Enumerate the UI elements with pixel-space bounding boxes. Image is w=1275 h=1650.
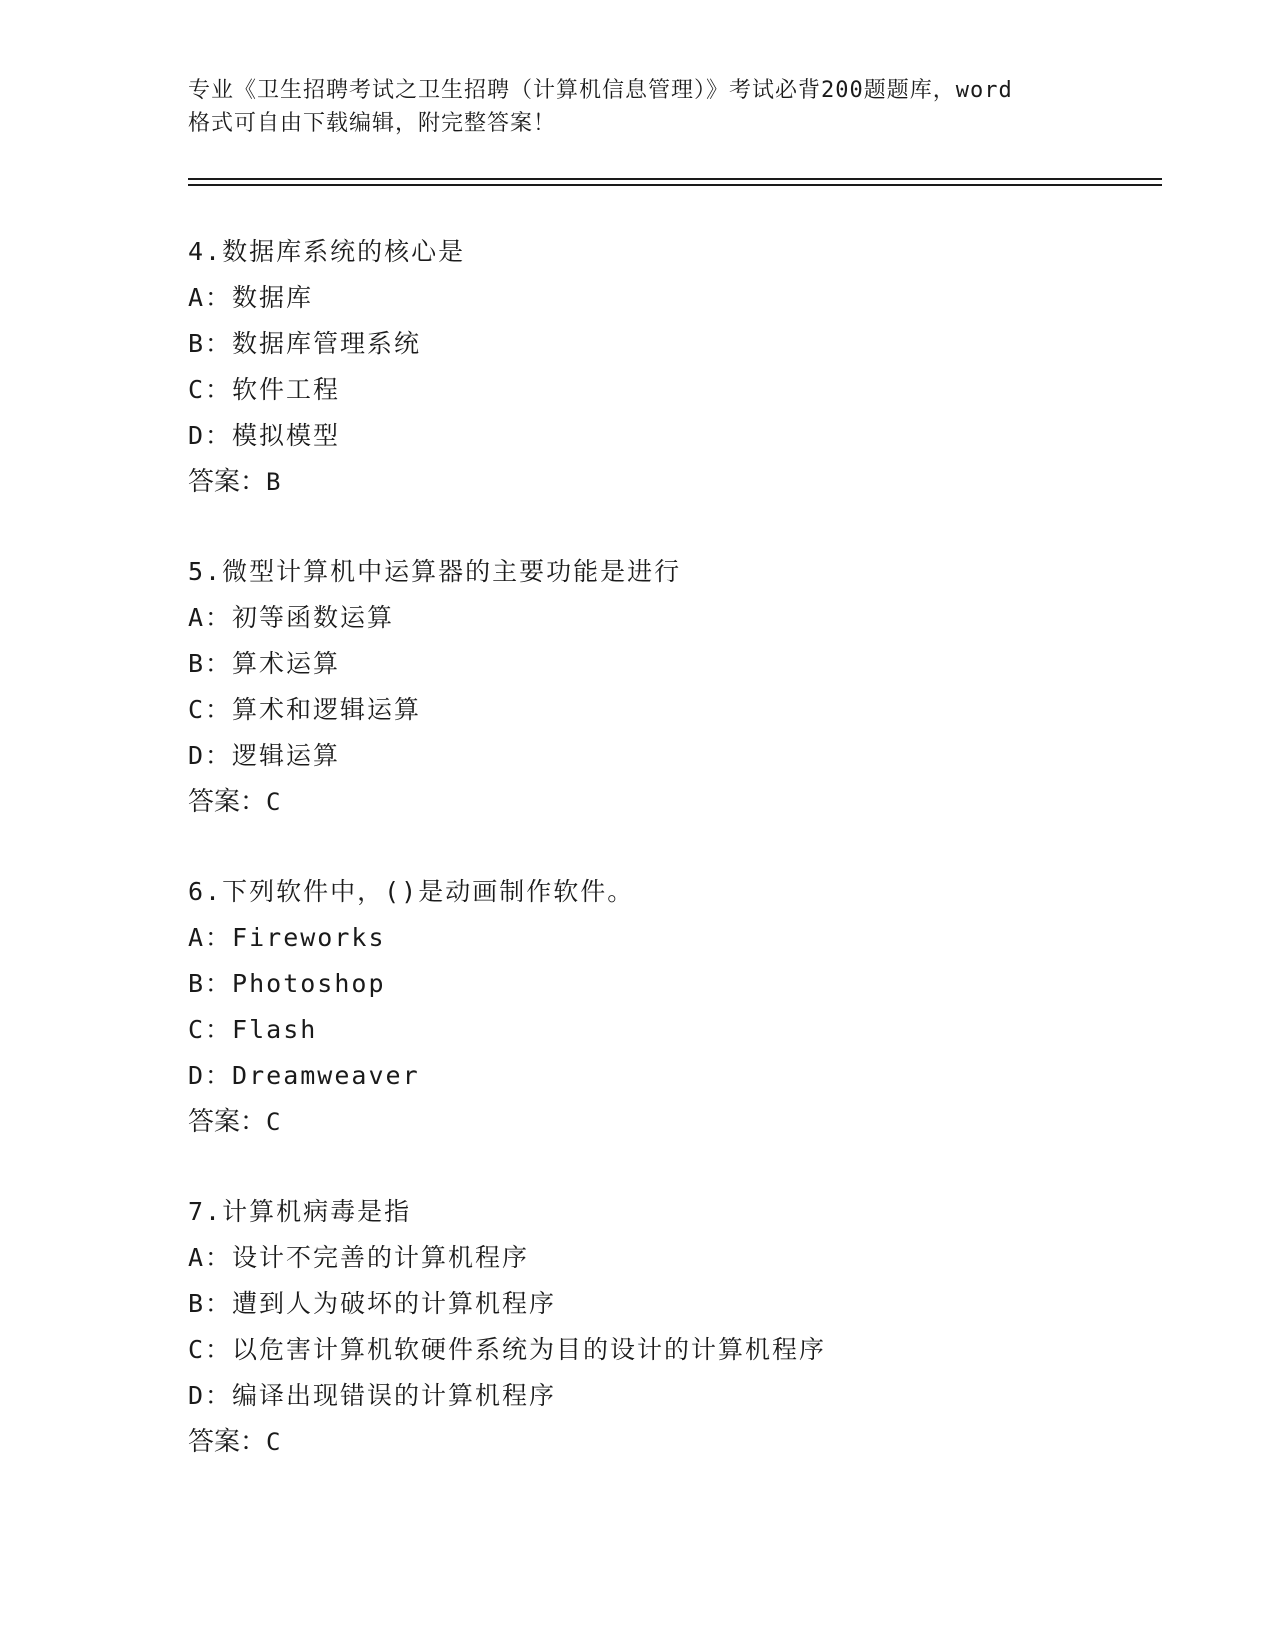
question-title: 7.计算机病毒是指 [188,1197,412,1226]
option-a: A：Fireworks [188,923,386,952]
answer-value: C [266,788,281,816]
option-a: A：初等函数运算 [188,603,395,632]
answer-value: B [266,468,281,496]
answer-label: 答案： [188,1427,267,1457]
header-line-1: 专业《卫生招聘考试之卫生招聘（计算机信息管理）》考试必背200题题库，word [188,78,1013,103]
question-6 [188,869,1148,1145]
option-b: B：算术运算 [188,649,341,678]
answer-line [188,1419,1148,1465]
option-b: B：遭到人为破坏的计算机程序 [188,1289,557,1318]
option-b: B：Photoshop [188,969,386,998]
answer-value: C [266,1108,281,1136]
answer-label: 答案： [188,1107,267,1137]
option-c: C：软件工程 [188,375,341,404]
option-b: B：数据库管理系统 [188,329,422,358]
answer-label: 答案： [188,787,267,817]
question-title: 4.数据库系统的核心是 [188,237,466,266]
header-line-2: 格式可自由下载编辑，附完整答案！ [188,111,557,136]
question-title: 5.微型计算机中运算器的主要功能是进行 [188,557,682,586]
answer-value: C [266,1428,281,1456]
question-7 [188,1189,1148,1465]
option-d: D：Dreamweaver [188,1061,420,1090]
document-header [188,74,1088,140]
option-d: D：逻辑运算 [188,741,341,770]
answer-line [188,1099,1148,1145]
option-a: A：数据库 [188,283,314,312]
option-a: A：设计不完善的计算机程序 [188,1243,530,1272]
answer-label: 答案： [188,467,267,497]
option-c: C：Flash [188,1015,318,1044]
option-c: C：以危害计算机软硬件系统为目的设计的计算机程序 [188,1335,827,1364]
answer-line [188,779,1148,825]
question-4 [188,229,1148,505]
question-title: 6.下列软件中，()是动画制作软件。 [188,877,635,906]
question-5 [188,549,1148,825]
answer-line [188,459,1148,505]
header-divider-bottom [188,184,1162,186]
option-d: D：模拟模型 [188,421,341,450]
header-divider-top [188,178,1162,180]
option-c: C：算术和逻辑运算 [188,695,422,724]
option-d: D：编译出现错误的计算机程序 [188,1381,557,1410]
